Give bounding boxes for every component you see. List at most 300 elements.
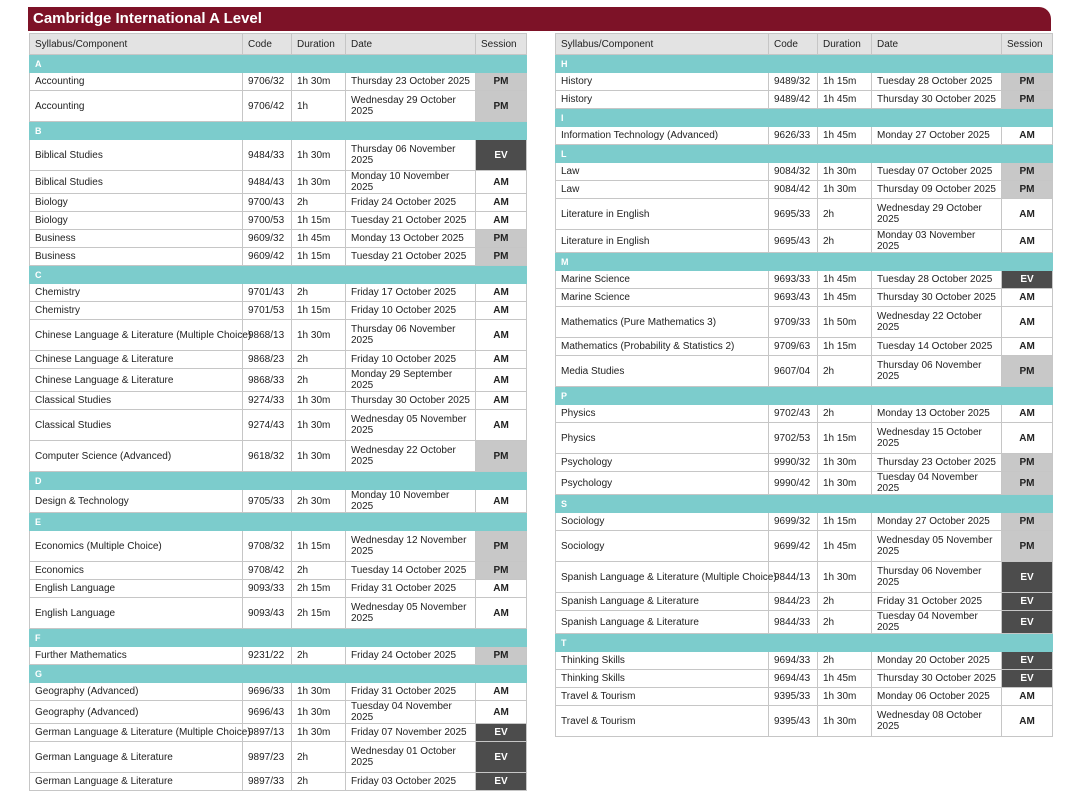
code-cell: 9093/43: [243, 598, 292, 629]
section-letter-row: [30, 629, 527, 647]
table-row: [30, 73, 527, 91]
header-date: Date: [346, 34, 476, 55]
duration-cell: 2h: [292, 647, 346, 665]
session-cell: AM: [476, 194, 527, 212]
code-cell: 9084/42: [769, 181, 818, 199]
timetable-left: [29, 33, 527, 791]
date-cell: Friday 07 November 2025: [346, 724, 476, 742]
table-body-left: [30, 55, 527, 791]
table-row: [556, 472, 1053, 495]
date-cell: Tuesday 21 October 2025: [346, 248, 476, 266]
code-cell: 9695/33: [769, 199, 818, 230]
code-cell: 9705/33: [243, 490, 292, 513]
duration-cell: 1h 30m: [292, 392, 346, 410]
syllabus-cell: Classical Studies: [30, 392, 243, 410]
section-letter-row: [30, 266, 527, 284]
syllabus-cell: Classical Studies: [30, 410, 243, 441]
session-cell: PM: [476, 441, 527, 472]
code-cell: 9709/33: [769, 307, 818, 338]
session-cell: AM: [476, 701, 527, 724]
syllabus-cell: Chemistry: [30, 302, 243, 320]
code-cell: 9609/32: [243, 230, 292, 248]
table-row: [556, 307, 1053, 338]
duration-cell: 1h 30m: [818, 706, 872, 737]
code-cell: 9868/23: [243, 351, 292, 369]
code-cell: 9489/32: [769, 73, 818, 91]
header-code: Code: [243, 34, 292, 55]
syllabus-cell: German Language & Literature: [30, 773, 243, 791]
code-cell: 9609/42: [243, 248, 292, 266]
session-cell: AM: [1002, 338, 1053, 356]
table-row: [556, 181, 1053, 199]
table-row: [30, 302, 527, 320]
date-cell: Thursday 30 October 2025: [872, 670, 1002, 688]
date-cell: Thursday 30 October 2025: [872, 91, 1002, 109]
table-row: [30, 441, 527, 472]
syllabus-cell: Further Mathematics: [30, 647, 243, 665]
syllabus-cell: Thinking Skills: [556, 670, 769, 688]
session-cell: EV: [476, 140, 527, 171]
code-cell: 9844/23: [769, 593, 818, 611]
code-cell: 9489/42: [769, 91, 818, 109]
session-cell: PM: [1002, 472, 1053, 495]
code-cell: 9274/43: [243, 410, 292, 441]
code-cell: 9990/32: [769, 454, 818, 472]
syllabus-cell: Sociology: [556, 531, 769, 562]
syllabus-cell: Marine Science: [556, 271, 769, 289]
date-cell: Tuesday 14 October 2025: [346, 562, 476, 580]
duration-cell: 2h: [292, 351, 346, 369]
syllabus-cell: History: [556, 91, 769, 109]
duration-cell: 1h 30m: [292, 73, 346, 91]
table-row: [30, 598, 527, 629]
syllabus-cell: Chinese Language & Literature (Multiple Choice): [30, 320, 243, 351]
page-title: Cambridge International A Level: [28, 7, 1051, 31]
session-cell: AM: [476, 302, 527, 320]
section-letter: D: [30, 472, 527, 490]
code-cell: 9708/42: [243, 562, 292, 580]
date-cell: Thursday 09 October 2025: [872, 181, 1002, 199]
date-cell: Friday 31 October 2025: [346, 580, 476, 598]
syllabus-cell: German Language & Literature: [30, 742, 243, 773]
session-cell: AM: [476, 598, 527, 629]
syllabus-cell: Biblical Studies: [30, 171, 243, 194]
syllabus-cell: Information Technology (Advanced): [556, 127, 769, 145]
syllabus-cell: History: [556, 73, 769, 91]
header-duration: Duration: [818, 34, 872, 55]
session-cell: AM: [476, 284, 527, 302]
syllabus-cell: Biblical Studies: [30, 140, 243, 171]
date-cell: Monday 13 October 2025: [346, 230, 476, 248]
syllabus-cell: English Language: [30, 580, 243, 598]
duration-cell: 1h 45m: [818, 289, 872, 307]
section-letter: A: [30, 55, 527, 73]
code-cell: 9706/42: [243, 91, 292, 122]
table-row: [30, 742, 527, 773]
section-letter-row: [30, 55, 527, 73]
duration-cell: 1h 30m: [292, 683, 346, 701]
duration-cell: 2h: [292, 194, 346, 212]
table-row: [556, 338, 1053, 356]
code-cell: 9395/43: [769, 706, 818, 737]
syllabus-cell: Travel & Tourism: [556, 688, 769, 706]
table-row: [30, 369, 527, 392]
section-letter-row: [30, 513, 527, 531]
table-row: [30, 351, 527, 369]
session-cell: AM: [1002, 199, 1053, 230]
session-cell: EV: [1002, 562, 1053, 593]
section-letter: F: [30, 629, 527, 647]
session-cell: PM: [476, 647, 527, 665]
syllabus-cell: Spanish Language & Literature: [556, 611, 769, 634]
duration-cell: 1h 15m: [818, 338, 872, 356]
syllabus-cell: English Language: [30, 598, 243, 629]
date-cell: Monday 27 October 2025: [872, 513, 1002, 531]
session-cell: AM: [1002, 307, 1053, 338]
date-cell: Monday 27 October 2025: [872, 127, 1002, 145]
syllabus-cell: Chinese Language & Literature: [30, 369, 243, 392]
code-cell: 9701/53: [243, 302, 292, 320]
session-cell: PM: [476, 230, 527, 248]
table-row: [556, 91, 1053, 109]
duration-cell: 2h: [292, 742, 346, 773]
date-cell: Tuesday 04 November 2025: [872, 472, 1002, 495]
date-cell: Wednesday 05 November 2025: [346, 598, 476, 629]
syllabus-cell: Mathematics (Pure Mathematics 3): [556, 307, 769, 338]
syllabus-cell: Biology: [30, 212, 243, 230]
syllabus-cell: German Language & Literature (Multiple Choice): [30, 724, 243, 742]
table-row: [556, 423, 1053, 454]
code-cell: 9709/63: [769, 338, 818, 356]
table-row: [556, 73, 1053, 91]
session-cell: PM: [476, 248, 527, 266]
duration-cell: 1h 45m: [292, 230, 346, 248]
code-cell: 9897/23: [243, 742, 292, 773]
code-cell: 9484/33: [243, 140, 292, 171]
date-cell: Thursday 30 October 2025: [872, 289, 1002, 307]
code-cell: 9868/13: [243, 320, 292, 351]
session-cell: AM: [476, 490, 527, 513]
duration-cell: 2h 15m: [292, 580, 346, 598]
code-cell: 9231/22: [243, 647, 292, 665]
table-row: [556, 706, 1053, 737]
duration-cell: 1h 45m: [818, 531, 872, 562]
session-cell: AM: [476, 683, 527, 701]
table-body-right: [556, 55, 1053, 737]
section-letter-row: [556, 55, 1053, 73]
session-cell: AM: [1002, 423, 1053, 454]
table-row: [556, 356, 1053, 387]
duration-cell: 1h 45m: [818, 271, 872, 289]
session-cell: AM: [476, 171, 527, 194]
session-cell: AM: [476, 320, 527, 351]
date-cell: Tuesday 04 November 2025: [346, 701, 476, 724]
syllabus-cell: Physics: [556, 423, 769, 454]
table-row: [556, 199, 1053, 230]
duration-cell: 2h: [818, 405, 872, 423]
session-cell: AM: [1002, 405, 1053, 423]
session-cell: AM: [476, 351, 527, 369]
session-cell: EV: [1002, 593, 1053, 611]
code-cell: 9693/33: [769, 271, 818, 289]
date-cell: Thursday 06 November 2025: [872, 562, 1002, 593]
duration-cell: 1h 45m: [818, 91, 872, 109]
duration-cell: 1h 45m: [818, 670, 872, 688]
date-cell: Wednesday 22 October 2025: [346, 441, 476, 472]
code-cell: 9702/53: [769, 423, 818, 454]
syllabus-cell: Accounting: [30, 73, 243, 91]
session-cell: EV: [1002, 271, 1053, 289]
session-cell: PM: [1002, 454, 1053, 472]
table-row: [30, 171, 527, 194]
date-cell: Wednesday 29 October 2025: [346, 91, 476, 122]
section-letter-row: [556, 145, 1053, 163]
session-cell: PM: [1002, 181, 1053, 199]
table-row: [556, 611, 1053, 634]
table-row: [556, 289, 1053, 307]
table-row: [30, 91, 527, 122]
code-cell: 9693/43: [769, 289, 818, 307]
session-cell: PM: [476, 531, 527, 562]
duration-cell: 1h 15m: [292, 212, 346, 230]
duration-cell: 2h: [292, 562, 346, 580]
table-row: [30, 140, 527, 171]
table-row: [30, 562, 527, 580]
code-cell: 9618/32: [243, 441, 292, 472]
table-row: [556, 405, 1053, 423]
table-row: [30, 320, 527, 351]
table-row: [30, 212, 527, 230]
section-letter: T: [556, 634, 1053, 652]
table-row: [30, 490, 527, 513]
section-letter-row: [30, 472, 527, 490]
duration-cell: 1h 15m: [818, 513, 872, 531]
table-row: [556, 513, 1053, 531]
header-session: Session: [1002, 34, 1053, 55]
date-cell: Monday 20 October 2025: [872, 652, 1002, 670]
code-cell: 9699/42: [769, 531, 818, 562]
section-letter: S: [556, 495, 1053, 513]
session-cell: PM: [1002, 531, 1053, 562]
table-row: [556, 670, 1053, 688]
duration-cell: 2h: [292, 773, 346, 791]
session-cell: EV: [476, 742, 527, 773]
code-cell: 9701/43: [243, 284, 292, 302]
table-row: [30, 724, 527, 742]
date-cell: Thursday 06 November 2025: [346, 320, 476, 351]
syllabus-cell: Computer Science (Advanced): [30, 441, 243, 472]
section-letter-row: [30, 665, 527, 683]
section-letter-row: [556, 495, 1053, 513]
date-cell: Friday 24 October 2025: [346, 194, 476, 212]
table-row: [556, 688, 1053, 706]
duration-cell: 1h 30m: [292, 701, 346, 724]
code-cell: 9844/33: [769, 611, 818, 634]
table-row: [30, 230, 527, 248]
date-cell: Thursday 23 October 2025: [346, 73, 476, 91]
session-cell: AM: [1002, 289, 1053, 307]
header-syllabus: Syllabus/Component: [30, 34, 243, 55]
code-cell: 9093/33: [243, 580, 292, 598]
section-letter: P: [556, 387, 1053, 405]
duration-cell: 1h 45m: [818, 127, 872, 145]
duration-cell: 1h 30m: [818, 181, 872, 199]
date-cell: Friday 03 October 2025: [346, 773, 476, 791]
code-cell: 9694/33: [769, 652, 818, 670]
duration-cell: 1h 30m: [818, 562, 872, 593]
session-cell: EV: [476, 773, 527, 791]
table-row: [30, 410, 527, 441]
table-row: [30, 194, 527, 212]
session-cell: EV: [1002, 652, 1053, 670]
table-row: [556, 454, 1053, 472]
code-cell: 9706/32: [243, 73, 292, 91]
duration-cell: 2h: [292, 369, 346, 392]
date-cell: Wednesday 05 November 2025: [346, 410, 476, 441]
date-cell: Friday 24 October 2025: [346, 647, 476, 665]
code-cell: 9274/33: [243, 392, 292, 410]
code-cell: 9395/33: [769, 688, 818, 706]
duration-cell: 1h 30m: [818, 454, 872, 472]
code-cell: 9708/32: [243, 531, 292, 562]
table-header-row: [30, 34, 527, 55]
session-cell: AM: [1002, 127, 1053, 145]
section-letter: L: [556, 145, 1053, 163]
syllabus-cell: Literature in English: [556, 230, 769, 253]
date-cell: Friday 10 October 2025: [346, 302, 476, 320]
date-cell: Monday 10 November 2025: [346, 171, 476, 194]
code-cell: 9484/43: [243, 171, 292, 194]
session-cell: PM: [476, 562, 527, 580]
date-cell: Friday 31 October 2025: [346, 683, 476, 701]
duration-cell: 1h 30m: [292, 140, 346, 171]
section-letter-row: [556, 387, 1053, 405]
syllabus-cell: Economics: [30, 562, 243, 580]
syllabus-cell: Spanish Language & Literature (Multiple Choice): [556, 562, 769, 593]
syllabus-cell: Economics (Multiple Choice): [30, 531, 243, 562]
session-cell: PM: [476, 73, 527, 91]
date-cell: Monday 06 October 2025: [872, 688, 1002, 706]
table-row: [30, 580, 527, 598]
section-letter: C: [30, 266, 527, 284]
duration-cell: 1h 15m: [818, 423, 872, 454]
table-row: [30, 773, 527, 791]
code-cell: 9844/13: [769, 562, 818, 593]
code-cell: 9990/42: [769, 472, 818, 495]
date-cell: Monday 13 October 2025: [872, 405, 1002, 423]
session-cell: AM: [476, 212, 527, 230]
header-date: Date: [872, 34, 1002, 55]
date-cell: Wednesday 01 October 2025: [346, 742, 476, 773]
session-cell: PM: [1002, 91, 1053, 109]
table-row: [30, 392, 527, 410]
section-letter: H: [556, 55, 1053, 73]
syllabus-cell: Spanish Language & Literature: [556, 593, 769, 611]
date-cell: Wednesday 05 November 2025: [872, 531, 1002, 562]
session-cell: AM: [1002, 688, 1053, 706]
code-cell: 9695/43: [769, 230, 818, 253]
code-cell: 9084/32: [769, 163, 818, 181]
duration-cell: 2h 15m: [292, 598, 346, 629]
date-cell: Tuesday 28 October 2025: [872, 73, 1002, 91]
syllabus-cell: Physics: [556, 405, 769, 423]
syllabus-cell: Chinese Language & Literature: [30, 351, 243, 369]
duration-cell: 1h 15m: [292, 302, 346, 320]
session-cell: EV: [1002, 611, 1053, 634]
header-code: Code: [769, 34, 818, 55]
syllabus-cell: Geography (Advanced): [30, 701, 243, 724]
table-row: [556, 593, 1053, 611]
code-cell: 9700/43: [243, 194, 292, 212]
table-row: [30, 248, 527, 266]
syllabus-cell: Law: [556, 181, 769, 199]
code-cell: 9696/43: [243, 701, 292, 724]
date-cell: Wednesday 08 October 2025: [872, 706, 1002, 737]
session-cell: AM: [476, 580, 527, 598]
table-row: [556, 562, 1053, 593]
syllabus-cell: Psychology: [556, 454, 769, 472]
duration-cell: 2h: [292, 284, 346, 302]
session-cell: PM: [1002, 513, 1053, 531]
session-cell: AM: [476, 410, 527, 441]
duration-cell: 1h 15m: [292, 248, 346, 266]
duration-cell: 2h: [818, 593, 872, 611]
code-cell: 9702/43: [769, 405, 818, 423]
section-letter-row: [556, 109, 1053, 127]
date-cell: Monday 10 November 2025: [346, 490, 476, 513]
table-row: [556, 531, 1053, 562]
duration-cell: 1h 30m: [292, 441, 346, 472]
section-letter: E: [30, 513, 527, 531]
syllabus-cell: Media Studies: [556, 356, 769, 387]
syllabus-cell: Travel & Tourism: [556, 706, 769, 737]
session-cell: AM: [1002, 230, 1053, 253]
date-cell: Wednesday 22 October 2025: [872, 307, 1002, 338]
syllabus-cell: Thinking Skills: [556, 652, 769, 670]
code-cell: 9897/33: [243, 773, 292, 791]
syllabus-cell: Business: [30, 230, 243, 248]
code-cell: 9694/43: [769, 670, 818, 688]
duration-cell: 1h 30m: [818, 688, 872, 706]
duration-cell: 2h: [818, 611, 872, 634]
duration-cell: 1h 15m: [818, 73, 872, 91]
header-syllabus: Syllabus/Component: [556, 34, 769, 55]
code-cell: 9696/33: [243, 683, 292, 701]
table-row: [556, 271, 1053, 289]
table-row: [30, 284, 527, 302]
code-cell: 9699/32: [769, 513, 818, 531]
code-cell: 9868/33: [243, 369, 292, 392]
table-row: [30, 683, 527, 701]
date-cell: Tuesday 21 October 2025: [346, 212, 476, 230]
section-letter: G: [30, 665, 527, 683]
session-cell: AM: [1002, 706, 1053, 737]
session-cell: AM: [476, 392, 527, 410]
syllabus-cell: Sociology: [556, 513, 769, 531]
section-letter-row: [556, 253, 1053, 271]
date-cell: Monday 29 September 2025: [346, 369, 476, 392]
table-row: [556, 230, 1053, 253]
date-cell: Thursday 06 November 2025: [872, 356, 1002, 387]
session-cell: PM: [1002, 163, 1053, 181]
date-cell: Tuesday 28 October 2025: [872, 271, 1002, 289]
section-letter: B: [30, 122, 527, 140]
date-cell: Friday 10 October 2025: [346, 351, 476, 369]
date-cell: Monday 03 November 2025: [872, 230, 1002, 253]
syllabus-cell: Psychology: [556, 472, 769, 495]
date-cell: Friday 31 October 2025: [872, 593, 1002, 611]
session-cell: EV: [1002, 670, 1053, 688]
